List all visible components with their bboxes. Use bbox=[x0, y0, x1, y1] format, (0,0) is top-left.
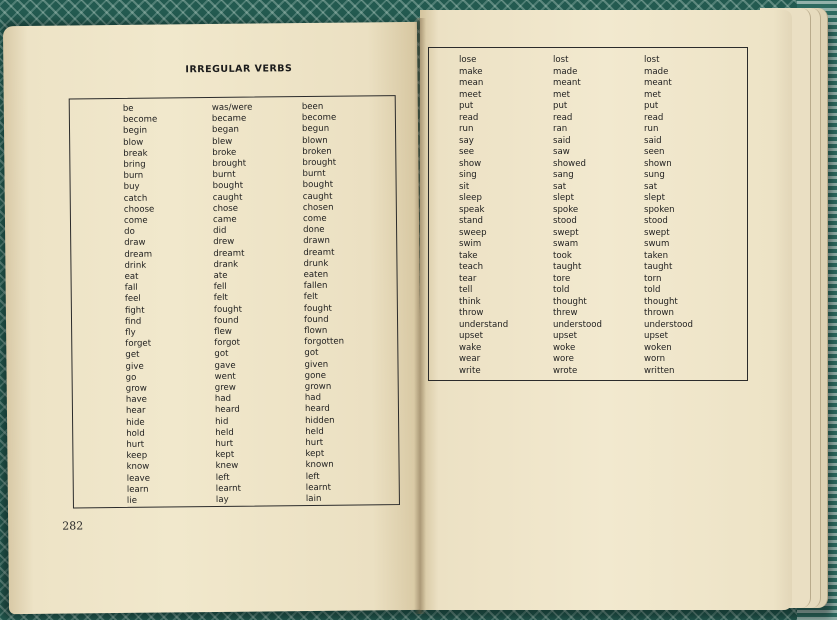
base-form-cell: hold bbox=[126, 428, 145, 439]
past-participle-cell: come bbox=[302, 213, 327, 225]
past-simple-cell: wore bbox=[553, 354, 574, 364]
table-row bbox=[429, 90, 747, 101]
base-form-cell: be bbox=[122, 103, 134, 114]
base-form-cell: do bbox=[124, 227, 135, 238]
past-participle-cell: thrown bbox=[644, 308, 674, 318]
past-simple-cell: upset bbox=[553, 331, 578, 341]
past-simple-cell: burnt bbox=[212, 169, 236, 181]
left-page bbox=[3, 22, 423, 614]
past-simple-cell: brought bbox=[212, 158, 247, 169]
table-row bbox=[429, 113, 747, 124]
base-form-cell: write bbox=[459, 365, 481, 376]
past-simple-cell: bought bbox=[212, 181, 244, 192]
past-participle-cell: drawn bbox=[303, 236, 330, 247]
past-participle-cell: hidden bbox=[305, 415, 335, 426]
past-participle-cell: had bbox=[304, 393, 322, 404]
past-participle-cell: found bbox=[303, 314, 329, 325]
base-form-cell: teach bbox=[459, 262, 484, 272]
past-simple-cell: had bbox=[214, 394, 232, 405]
past-simple-cell: saw bbox=[553, 147, 570, 157]
base-form-cell: learn bbox=[126, 484, 149, 495]
table-row bbox=[429, 67, 747, 78]
past-simple-cell: ate bbox=[213, 270, 228, 281]
base-form-cell: blow bbox=[123, 137, 144, 148]
past-participle-cell: grown bbox=[304, 381, 332, 393]
past-simple-cell: lost bbox=[553, 55, 569, 65]
base-form-cell: bring bbox=[123, 159, 146, 170]
base-form-cell: lie bbox=[126, 495, 138, 506]
past-simple-cell: went bbox=[214, 371, 236, 382]
past-simple-cell: dreamt bbox=[213, 248, 245, 259]
base-form-cell: burn bbox=[123, 170, 144, 182]
table-row bbox=[429, 101, 747, 112]
base-form-cell: catch bbox=[123, 193, 148, 204]
right-verb-table bbox=[428, 47, 748, 381]
past-participle-cell: made bbox=[644, 66, 669, 77]
base-form-cell: give bbox=[125, 361, 144, 372]
past-participle-cell: met bbox=[644, 89, 662, 100]
base-form-cell: wake bbox=[459, 342, 482, 353]
past-simple-cell: understood bbox=[553, 319, 602, 330]
base-form-cell: choose bbox=[123, 204, 155, 215]
base-form-cell: stand bbox=[459, 216, 484, 226]
past-participle-cell: been bbox=[301, 101, 324, 113]
past-participle-cell: understood bbox=[644, 319, 693, 330]
past-simple-cell: hid bbox=[215, 416, 229, 427]
past-simple-cell: caught bbox=[212, 192, 243, 203]
base-form-cell: put bbox=[459, 101, 474, 111]
past-participle-cell: written bbox=[644, 365, 675, 376]
table-row bbox=[429, 331, 747, 342]
table-row bbox=[429, 124, 747, 135]
base-form-cell: see bbox=[459, 147, 475, 157]
base-form-cell: sit bbox=[459, 181, 470, 192]
table-row bbox=[429, 354, 747, 365]
base-form-cell: sweep bbox=[459, 227, 487, 238]
past-participle-cell: put bbox=[644, 101, 659, 111]
base-form-cell: feel bbox=[124, 294, 141, 305]
past-participle-cell: run bbox=[644, 124, 659, 134]
past-participle-cell: chosen bbox=[302, 202, 334, 213]
past-participle-cell: forgotten bbox=[304, 336, 345, 348]
past-participle-cell: flown bbox=[304, 325, 328, 337]
table-row bbox=[429, 78, 747, 89]
table-row bbox=[429, 297, 747, 308]
past-participle-cell: learnt bbox=[305, 482, 331, 493]
base-form-cell: find bbox=[124, 316, 142, 327]
past-simple-cell: made bbox=[553, 66, 578, 77]
table-row bbox=[429, 274, 747, 285]
past-participle-cell: shown bbox=[644, 158, 672, 169]
base-form-cell: become bbox=[122, 114, 158, 126]
past-participle-cell: kept bbox=[305, 449, 325, 460]
base-form-cell: grow bbox=[125, 383, 147, 394]
table-row bbox=[74, 493, 399, 507]
past-participle-cell: broken bbox=[302, 146, 332, 157]
past-simple-cell: taught bbox=[553, 262, 582, 272]
base-form-cell: sing bbox=[459, 170, 477, 180]
past-simple-cell: fought bbox=[213, 304, 242, 315]
past-participle-cell: taken bbox=[644, 250, 669, 261]
base-form-cell: go bbox=[125, 372, 137, 383]
base-form-cell: hide bbox=[126, 417, 145, 428]
base-form-cell: begin bbox=[122, 126, 148, 137]
base-form-cell: eat bbox=[124, 271, 139, 282]
past-participle-cell: taught bbox=[644, 262, 673, 272]
past-participle-cell: meant bbox=[644, 78, 672, 88]
base-form-cell: fall bbox=[124, 282, 138, 294]
past-participle-cell: blown bbox=[302, 135, 328, 146]
past-simple-cell: wrote bbox=[553, 365, 578, 376]
past-participle-cell: seen bbox=[644, 147, 665, 157]
base-form-cell: wear bbox=[459, 354, 481, 364]
table-row bbox=[429, 239, 747, 250]
past-participle-cell: dreamt bbox=[303, 247, 335, 258]
table-row bbox=[429, 205, 747, 216]
page-number: 282 bbox=[62, 519, 84, 533]
past-simple-cell: left bbox=[215, 472, 230, 483]
past-participle-cell: slept bbox=[644, 193, 665, 203]
past-simple-cell: meant bbox=[553, 78, 581, 88]
past-participle-cell: swept bbox=[644, 227, 670, 238]
past-simple-cell: met bbox=[553, 89, 571, 100]
past-simple-cell: kept bbox=[215, 449, 235, 461]
past-participle-cell: burnt bbox=[302, 169, 326, 180]
past-participle-cell: got bbox=[304, 348, 319, 359]
past-participle-cell: upset bbox=[644, 331, 669, 341]
left-verb-table bbox=[69, 95, 400, 508]
table-row bbox=[429, 193, 747, 204]
past-participle-cell: spoken bbox=[644, 204, 675, 215]
past-simple-cell: told bbox=[553, 285, 570, 295]
past-simple-cell: got bbox=[214, 349, 229, 360]
table-row bbox=[429, 147, 747, 158]
table-row bbox=[429, 308, 747, 319]
table-row bbox=[429, 159, 747, 170]
past-simple-cell: put bbox=[553, 101, 568, 111]
past-simple-cell: heard bbox=[214, 405, 240, 416]
table-row bbox=[429, 285, 747, 296]
base-form-cell: speak bbox=[459, 204, 485, 215]
past-simple-cell: tore bbox=[553, 273, 571, 284]
past-simple-cell: lay bbox=[215, 494, 229, 505]
past-participle-cell: begun bbox=[301, 124, 330, 135]
past-participle-cell: woken bbox=[644, 342, 672, 353]
past-simple-cell: stood bbox=[553, 216, 577, 226]
base-form-cell: take bbox=[459, 250, 478, 261]
table-row bbox=[429, 228, 747, 239]
table-row bbox=[429, 170, 747, 181]
past-participle-cell: become bbox=[301, 112, 337, 124]
past-simple-cell: found bbox=[213, 315, 239, 326]
base-form-cell: draw bbox=[124, 238, 146, 249]
table-row bbox=[429, 251, 747, 262]
table-row bbox=[429, 182, 747, 193]
past-simple-cell: was/were bbox=[211, 102, 253, 114]
base-form-cell: understand bbox=[459, 319, 509, 330]
past-participle-cell: done bbox=[303, 225, 325, 236]
past-participle-cell: sat bbox=[644, 181, 658, 192]
past-simple-cell: learnt bbox=[215, 483, 241, 494]
past-simple-cell: said bbox=[553, 135, 571, 146]
page-title: IRREGULAR VERBS bbox=[185, 63, 293, 76]
past-participle-cell: lain bbox=[305, 493, 322, 505]
base-form-cell: lose bbox=[459, 55, 477, 65]
past-simple-cell: gave bbox=[214, 360, 236, 371]
past-simple-cell: held bbox=[215, 427, 234, 438]
past-participle-cell: swum bbox=[644, 239, 670, 249]
past-simple-cell: sang bbox=[553, 170, 574, 180]
past-simple-cell: chose bbox=[212, 203, 239, 214]
base-form-cell: fly bbox=[125, 327, 136, 338]
base-form-cell: hear bbox=[125, 406, 146, 417]
past-participle-cell: gone bbox=[304, 370, 327, 381]
past-simple-cell: swept bbox=[553, 227, 579, 238]
past-participle-cell: known bbox=[305, 460, 334, 471]
past-simple-cell: swam bbox=[553, 239, 579, 249]
past-participle-cell: worn bbox=[644, 354, 666, 364]
past-simple-cell: slept bbox=[553, 193, 574, 203]
past-participle-cell: brought bbox=[302, 157, 337, 169]
base-form-cell: drink bbox=[124, 260, 147, 271]
table-row bbox=[429, 55, 747, 66]
past-simple-cell: blew bbox=[212, 136, 233, 147]
past-simple-cell: grew bbox=[214, 382, 236, 393]
base-form-cell: show bbox=[459, 158, 482, 169]
past-participle-cell: left bbox=[305, 471, 320, 482]
past-simple-cell: became bbox=[211, 113, 247, 125]
table-row bbox=[429, 343, 747, 354]
base-form-cell: dream bbox=[124, 249, 153, 260]
past-participle-cell: thought bbox=[644, 296, 678, 307]
past-participle-cell: stood bbox=[644, 216, 668, 226]
past-simple-cell: read bbox=[553, 112, 573, 123]
base-form-cell: think bbox=[459, 296, 481, 307]
base-form-cell: keep bbox=[126, 450, 148, 462]
base-form-cell: leave bbox=[126, 473, 151, 484]
past-participle-cell: told bbox=[644, 285, 661, 295]
past-simple-cell: ran bbox=[553, 124, 568, 134]
book-gutter bbox=[414, 18, 426, 614]
base-form-cell: swim bbox=[459, 239, 482, 249]
past-simple-cell: spoke bbox=[553, 204, 579, 215]
past-participle-cell: heard bbox=[304, 404, 330, 415]
past-simple-cell: sat bbox=[553, 181, 567, 192]
past-participle-cell: eaten bbox=[303, 269, 329, 281]
base-form-cell: break bbox=[123, 148, 148, 159]
base-form-cell: fight bbox=[124, 305, 145, 316]
base-form-cell: make bbox=[459, 66, 483, 77]
past-participle-cell: said bbox=[644, 135, 662, 146]
base-form-cell: know bbox=[126, 462, 150, 473]
past-participle-cell: given bbox=[304, 359, 329, 370]
base-form-cell: mean bbox=[459, 78, 484, 88]
past-participle-cell: sung bbox=[644, 170, 665, 180]
base-form-cell: meet bbox=[459, 89, 482, 100]
past-simple-cell: showed bbox=[553, 158, 586, 169]
base-form-cell: hurt bbox=[126, 439, 145, 450]
base-form-cell: throw bbox=[459, 308, 484, 318]
base-form-cell: say bbox=[459, 135, 474, 146]
base-form-cell: run bbox=[459, 124, 474, 134]
table-row bbox=[429, 366, 747, 377]
past-simple-cell: threw bbox=[553, 308, 578, 318]
table-row bbox=[429, 216, 747, 227]
past-simple-cell: came bbox=[212, 214, 237, 225]
past-simple-cell: did bbox=[213, 226, 227, 237]
base-form-cell: forget bbox=[125, 338, 152, 350]
past-simple-cell: hurt bbox=[215, 438, 234, 449]
past-simple-cell: forgot bbox=[214, 337, 241, 349]
base-form-cell: tear bbox=[459, 273, 477, 284]
base-form-cell: buy bbox=[123, 182, 140, 193]
table-row bbox=[429, 136, 747, 147]
past-simple-cell: flew bbox=[214, 326, 232, 337]
base-form-cell: come bbox=[123, 215, 148, 226]
base-form-cell: read bbox=[459, 112, 479, 123]
past-participle-cell: bought bbox=[302, 180, 334, 191]
past-participle-cell: torn bbox=[644, 273, 662, 284]
past-simple-cell: began bbox=[211, 125, 240, 136]
past-simple-cell: woke bbox=[553, 342, 576, 353]
base-form-cell: have bbox=[125, 394, 147, 406]
past-participle-cell: caught bbox=[302, 191, 333, 202]
past-simple-cell: fell bbox=[213, 282, 227, 293]
base-form-cell: sleep bbox=[459, 193, 482, 203]
past-simple-cell: knew bbox=[215, 461, 239, 472]
table-row bbox=[429, 320, 747, 331]
past-participle-cell: fought bbox=[303, 303, 332, 314]
past-participle-cell: drunk bbox=[303, 258, 329, 269]
base-form-cell: get bbox=[125, 350, 140, 361]
past-participle-cell: felt bbox=[303, 292, 318, 303]
past-simple-cell: broke bbox=[212, 147, 237, 158]
past-simple-cell: felt bbox=[213, 293, 228, 304]
base-form-cell: upset bbox=[459, 331, 484, 341]
past-simple-cell: thought bbox=[553, 296, 587, 307]
past-participle-cell: read bbox=[644, 112, 664, 123]
right-page bbox=[420, 10, 792, 610]
past-participle-cell: lost bbox=[644, 55, 660, 65]
table-row bbox=[429, 262, 747, 273]
past-simple-cell: took bbox=[553, 250, 572, 261]
past-simple-cell: drew bbox=[213, 237, 235, 248]
past-participle-cell: fallen bbox=[303, 280, 328, 292]
past-participle-cell: held bbox=[305, 426, 324, 437]
past-simple-cell: drank bbox=[213, 259, 239, 270]
past-participle-cell: hurt bbox=[305, 437, 324, 449]
base-form-cell: tell bbox=[459, 285, 473, 295]
